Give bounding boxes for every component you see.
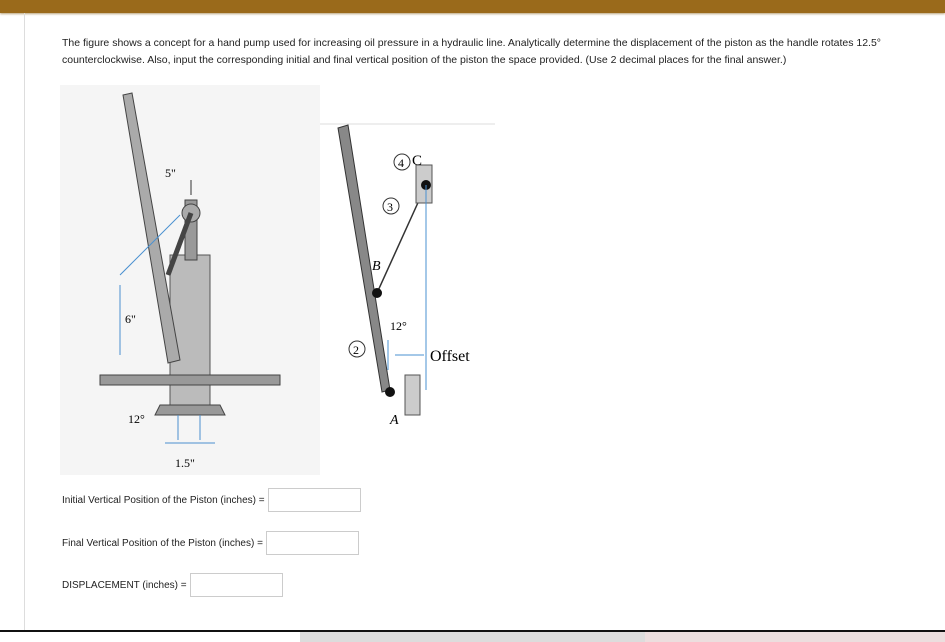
linkage-diagram	[320, 120, 500, 435]
link2-label: 2	[353, 343, 359, 357]
link4-label: 4	[398, 156, 404, 170]
initial-position-label: Initial Vertical Position of the Piston (inches) =	[62, 494, 265, 506]
point-c-label: C	[412, 153, 423, 169]
initial-position-row	[62, 488, 361, 512]
displacement-row	[62, 573, 283, 597]
point-b-label: B	[372, 259, 381, 274]
dim-top-label: 5"	[165, 166, 176, 180]
hand-pump-figure	[60, 85, 325, 480]
top-banner	[0, 0, 945, 13]
point-a-label: A	[390, 413, 399, 428]
angle-label: 12°	[128, 412, 145, 426]
final-position-row	[62, 531, 359, 555]
question-prompt: The figure shows a concept for a hand pump used for increasing oil pressure in a hydraulic line. Analytically determine the displacement of the piston as the handle rotates 12.5° counterclockwise. Also, input the corresponding initial and final vertical position of the piston the space provided. (Use 2 decimal places for the final answer.)	[62, 37, 882, 66]
taskbar	[300, 632, 645, 642]
displacement-input[interactable]	[190, 573, 283, 597]
link3-label: 3	[387, 200, 393, 214]
angle-label-right: 12°	[390, 319, 407, 333]
final-position-input[interactable]	[266, 531, 359, 555]
displacement-label: DISPLACEMENT (inches) =	[62, 579, 187, 591]
final-position-label: Final Vertical Position of the Piston (inches) =	[62, 537, 263, 549]
initial-position-input[interactable]	[268, 488, 361, 512]
dim-side-label: 6"	[125, 312, 136, 326]
taskbar-right	[645, 632, 945, 642]
offset-label: Offset	[430, 348, 470, 365]
divider	[24, 13, 25, 631]
dim-bottom-label: 1.5"	[175, 456, 195, 470]
